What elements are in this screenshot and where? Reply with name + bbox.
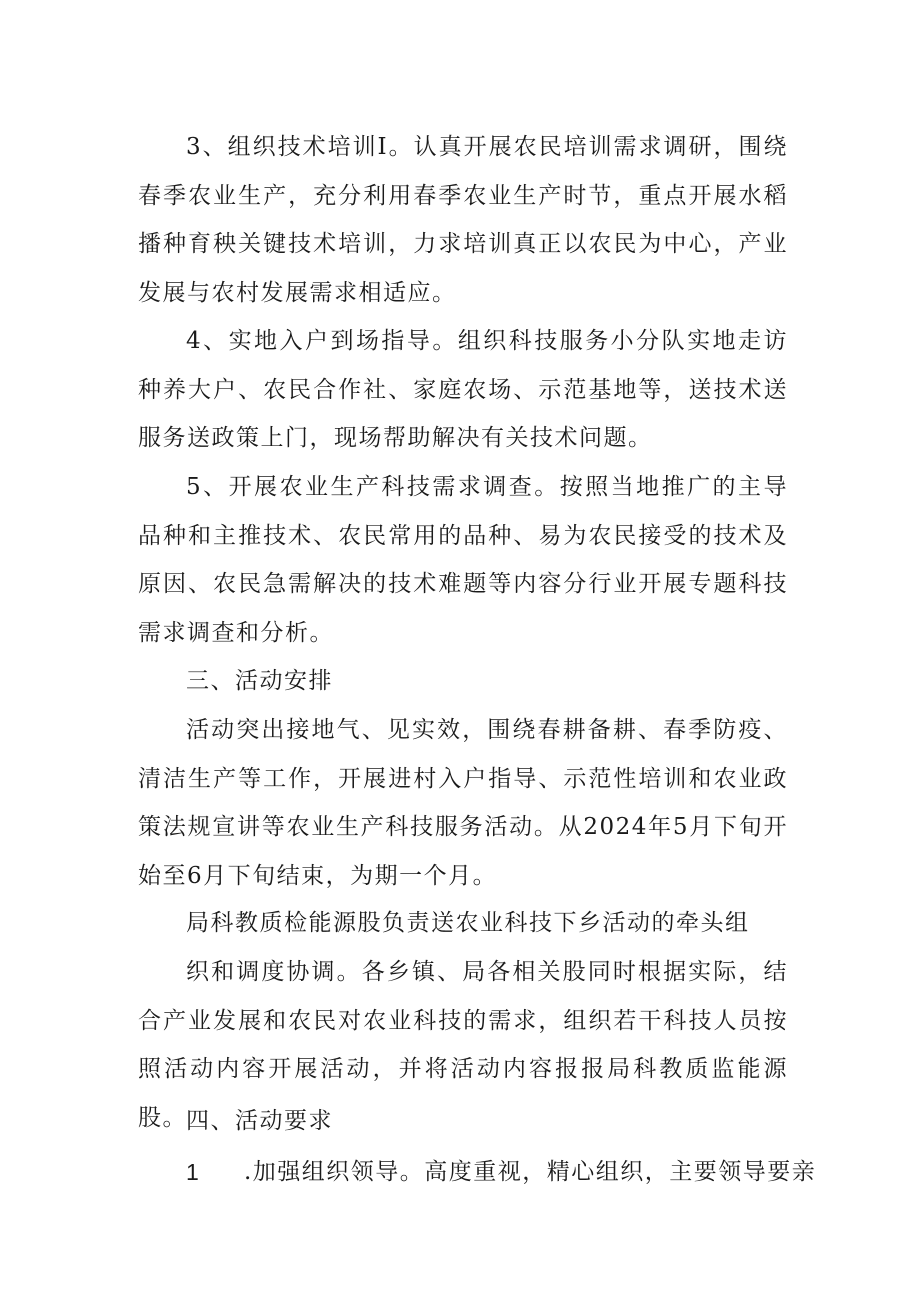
section-heading-arrangement: 三、活动安排 bbox=[186, 668, 333, 694]
paragraph-arrangement: 活动突出接地气、见实效，围绕春耕备耕、春季防疫、清洁生产等工作，开展进村入户指导、示范性培训和农业政策法规宣讲等农业生产科技服务活动。从2024年5月下旬开始至6月下旬结束，为期一个月。 bbox=[138, 717, 788, 889]
paragraph-item-4: 4、实地入户到场指导。组织科技服务小分队实地走访种养大户、农民合作社、家庭农场、示范基地等，送技术送服务送政策上门，现场帮助解决有关技术问题。 bbox=[138, 328, 788, 451]
paragraph-coordination: 织和调度协调。各乡镇、局各相关股同时根据实际，结合产业发展和农民对农业科技的需求，组织若干科技人员按照活动内容开展活动，并将活动内容报报局科教质监能源股。 bbox=[138, 959, 788, 1131]
paragraph-item-3: 3、组织技术培训I。认真开展农民培训需求调研，围绕春季农业生产，充分利用春季农业生产时节，重点开展水稻播种育秧关键技术培训，力求培训真正以农民为中心，产业发展与农村发展需求相适应。 bbox=[138, 134, 788, 306]
requirement-text: .加强组织领导。高度重视，精心组织，主要领导要亲 bbox=[244, 1159, 817, 1185]
paragraph-lead-line: 局科教质检能源股负责送农业科技下乡活动的牵头组 bbox=[186, 910, 750, 936]
requirement-number: 1 bbox=[186, 1159, 199, 1185]
section-heading-requirements: 四、活动要求 bbox=[186, 1108, 333, 1134]
paragraph-item-5: 5、开展农业生产科技需求调查。按照当地推广的主导品种和主推技术、农民常用的品种、易为农民接受的技术及原因、农民急需解决的技术难题等内容分行业开展专题科技需求调查和分析。 bbox=[138, 474, 788, 646]
